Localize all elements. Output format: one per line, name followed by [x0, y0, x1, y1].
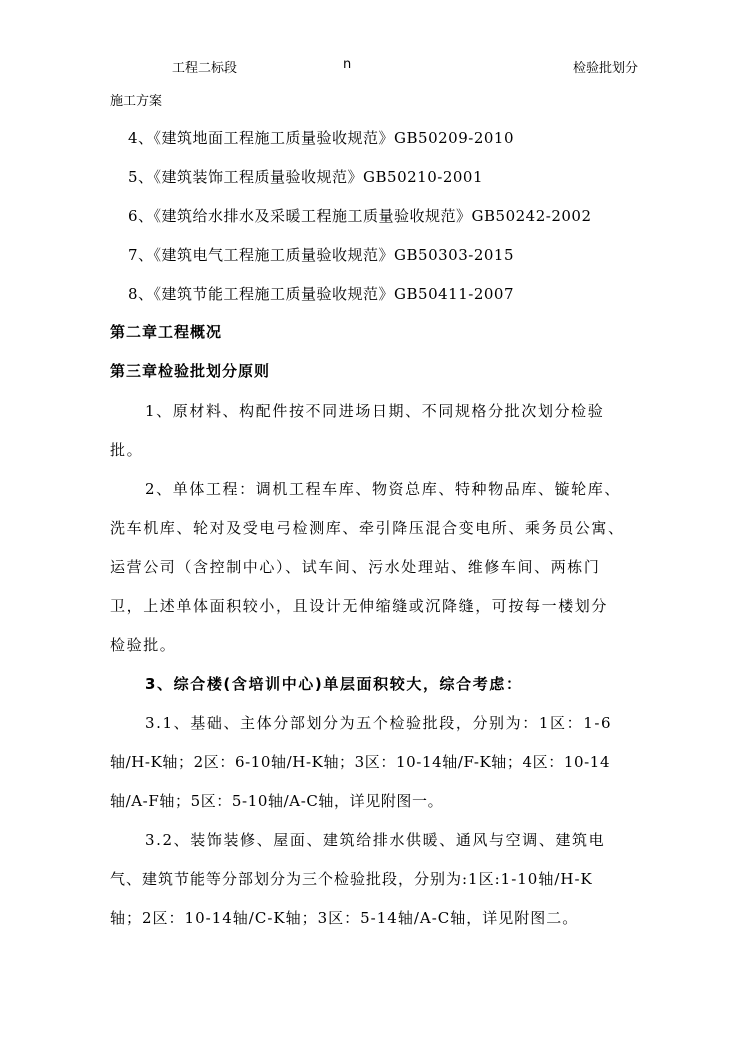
header-subtitle: 施工方案: [110, 94, 163, 109]
header-right: 检验批划分: [573, 61, 639, 76]
paragraph-3-2-line: 轴；2区：10-14轴/C-K轴；3区：5-14轴/A-C轴，详见附图二。: [110, 909, 579, 927]
header-left: 工程二标段: [172, 61, 238, 76]
paragraph-2-line: 检验批。: [110, 636, 177, 654]
reference-item: 6、《建筑给水排水及采暖工程施工质量验收规范》GB50242-2002: [128, 207, 592, 225]
paragraph-3-1-line: 3.1、基础、主体分部划分为五个检验批段，分别为：1区：1-6: [145, 714, 613, 732]
reference-item: 5、《建筑装饰工程质量验收规范》GB50210-2001: [128, 168, 484, 186]
paragraph-3-2-line: 气、建筑节能等分部划分为三个检验批段，分别为:1区:1-10轴/H-K: [110, 870, 593, 888]
paragraph-3-1-line: 轴/A-F轴；5区：5-10轴/A-C轴，详见附图一。: [110, 792, 444, 810]
reference-item: 7、《建筑电气工程施工质量验收规范》GB50303-2015: [128, 246, 515, 264]
paragraph-2-line: 卫，上述单体面积较小，且设计无伸缩缝或沉降缝，可按每一楼划分: [110, 597, 609, 615]
header-center: n: [343, 57, 352, 72]
chapter-3-heading: 第三章检验批划分原则: [110, 362, 271, 380]
reference-item: 4、《建筑地面工程施工质量验收规范》GB50209-2010: [128, 129, 515, 147]
paragraph-1-line: 批。: [110, 441, 144, 459]
reference-item: 8、《建筑节能工程施工质量验收规范》GB50411-2007: [128, 285, 515, 303]
paragraph-2-line: 运营公司（含控制中心）、试车间、污水处理站、维修车间、两栋门: [110, 558, 601, 576]
paragraph-2-line: 2、单体工程：调机工程车库、物资总库、特种物品库、镟轮库、: [145, 480, 621, 498]
paragraph-3-1-line: 轴/H-K轴；2区：6-10轴/H-K轴；3区：10-14轴/F-K轴；4区：10-14: [110, 753, 611, 771]
section-3-heading: 3、综合楼(含培训中心)单层面积较大，综合考虑：: [145, 675, 523, 693]
paragraph-2-line: 洗车机库、轮对及受电弓检测库、牵引降压混合变电所、乘务员公寓、: [110, 519, 625, 537]
chapter-2-heading: 第二章工程概况: [110, 323, 223, 341]
paragraph-3-2-line: 3.2、装饰装修、屋面、建筑给排水供暖、通风与空调、建筑电: [145, 831, 606, 849]
paragraph-1-line: 1、原材料、构配件按不同进场日期、不同规格分批次划分检验: [145, 402, 605, 420]
